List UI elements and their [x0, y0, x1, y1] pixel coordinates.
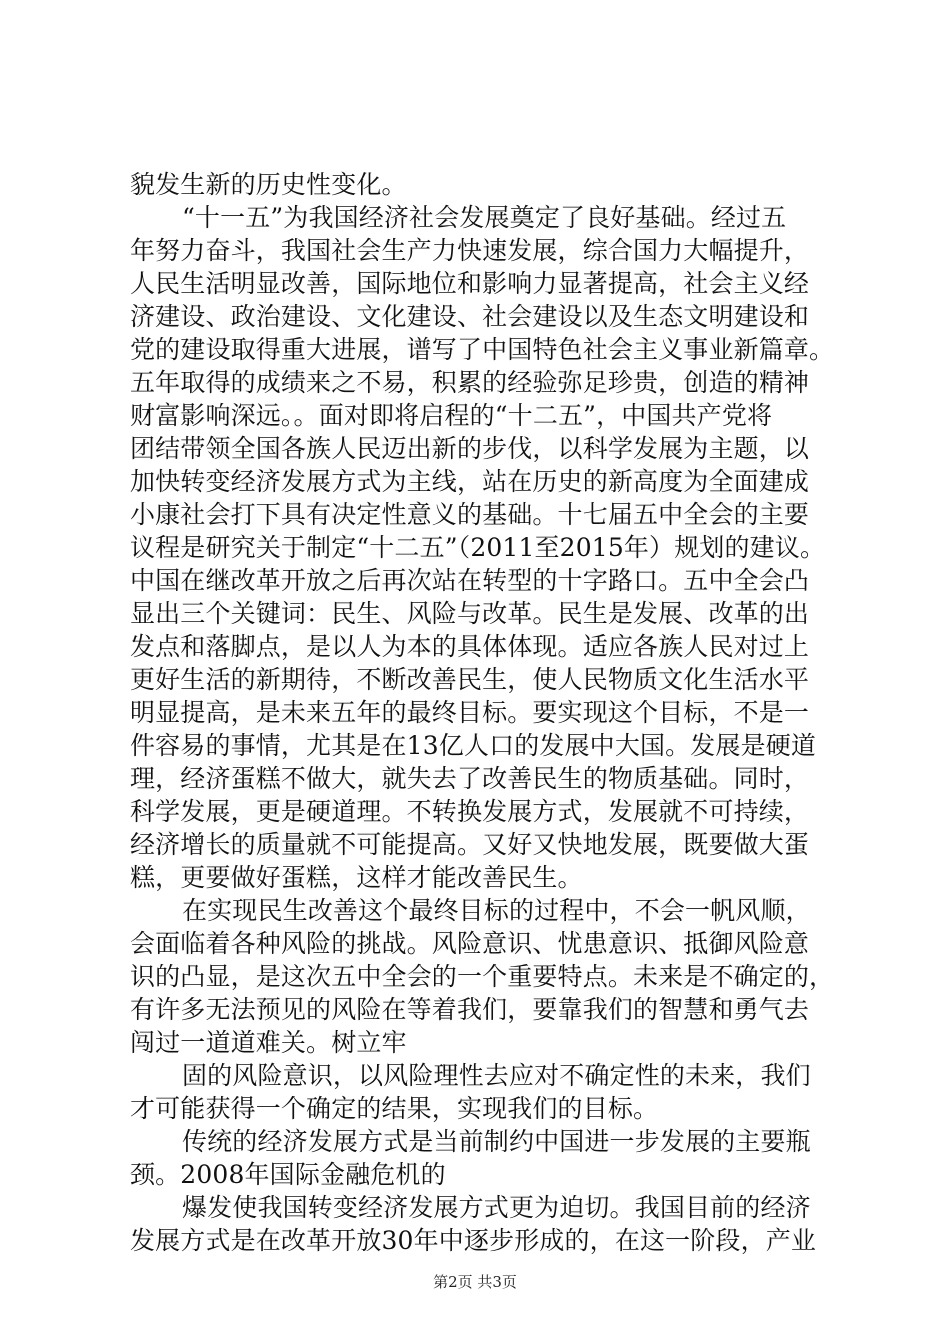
text-line: 显出三个关键词：民生、风险与改革。民生是发展、改革的出: [130, 599, 810, 628]
text-line: 中国在继改革开放之后再次站在转型的十字路口。五中全会凸: [130, 566, 810, 595]
text-line: 五年取得的成绩来之不易，积累的经验弥足珍贵，创造的精神: [130, 368, 810, 397]
text-line: 更好生活的新期待，不断改善民生，使人民物质文化生活水平: [130, 665, 810, 694]
text-line: 闯过一道道难关。树立牢: [130, 1028, 407, 1057]
text-line: 发展方式是在改革开放30年中逐步形成的，在这一阶段，产业: [130, 1226, 817, 1255]
text-line: 才可能获得一个确定的结果，实现我们的目标。: [130, 1094, 659, 1123]
text-line: 理，经济蛋糕不做大，就失去了改善民生的物质基础。同时，: [130, 764, 810, 793]
text-line: 科学发展，更是硬道理。不转换发展方式，发展就不可持续，: [130, 797, 810, 826]
text-line: 明显提高，是未来五年的最终目标。要实现这个目标，不是一: [130, 698, 810, 727]
page-number-footer: 第2页 共3页: [433, 1273, 517, 1291]
text-line: 议程是研究关于制定“十二五”（2011至2015年）规划的建议。: [130, 533, 826, 562]
text-line: 济建设、政治建设、文化建设、社会建设以及生态文明建设和: [130, 302, 810, 331]
text-line: 固的风险意识，以风险理性去应对不确定性的未来，我们: [182, 1061, 811, 1090]
text-line: 经济增长的质量就不可能提高。又好又快地发展，既要做大蛋: [130, 830, 810, 859]
text-line: 团结带领全国各族人民迈出新的步伐，以科学发展为主题，以: [130, 434, 810, 463]
text-line: 识的凸显，是这次五中全会的一个重要特点。未来是不确定的，: [130, 962, 835, 991]
text-line: 件容易的事情，尤其是在13亿人口的发展中大国。发展是硬道: [130, 731, 817, 760]
text-line: 人民生活明显改善，国际地位和影响力显著提高，社会主义经: [130, 269, 810, 298]
text-line: 小康社会打下具有决定性意义的基础。十七届五中全会的主要: [130, 500, 810, 529]
text-line: 会面临着各种风险的挑战。风险意识、忧患意识、抵御风险意: [130, 929, 810, 958]
text-line: 在实现民生改善这个最终目标的过程中，不会一帆风顺，: [182, 896, 811, 925]
text-line: 党的建设取得重大进展，谱写了中国特色社会主义事业新篇章。: [130, 335, 835, 364]
text-line: 加快转变经济发展方式为主线，站在历史的新高度为全面建成: [130, 467, 810, 496]
document-body: [130, 168, 835, 1257]
text-line: 发点和落脚点，是以人为本的具体体现。适应各族人民对过上: [130, 632, 810, 661]
text-line: 貌发生新的历史性变化。: [130, 170, 407, 199]
text-line: 年努力奋斗，我国社会生产力快速发展，综合国力大幅提升，: [130, 236, 810, 265]
text-line: 颈。2008年国际金融危机的: [130, 1160, 446, 1189]
text-line: 传统的经济发展方式是当前制约中国进一步发展的主要瓶: [182, 1127, 811, 1156]
text-line: “十一五”为我国经济社会发展奠定了良好基础。经过五: [182, 203, 787, 232]
text-line: 爆发使我国转变经济发展方式更为迫切。我国目前的经济: [182, 1193, 811, 1222]
text-line: 财富影响深远。。面对即将启程的“十二五”，中国共产党将: [130, 401, 773, 430]
text-line: 糕，更要做好蛋糕，这样才能改善民生。: [130, 863, 583, 892]
text-line: 有许多无法预见的风险在等着我们，要靠我们的智慧和勇气去: [130, 995, 810, 1024]
